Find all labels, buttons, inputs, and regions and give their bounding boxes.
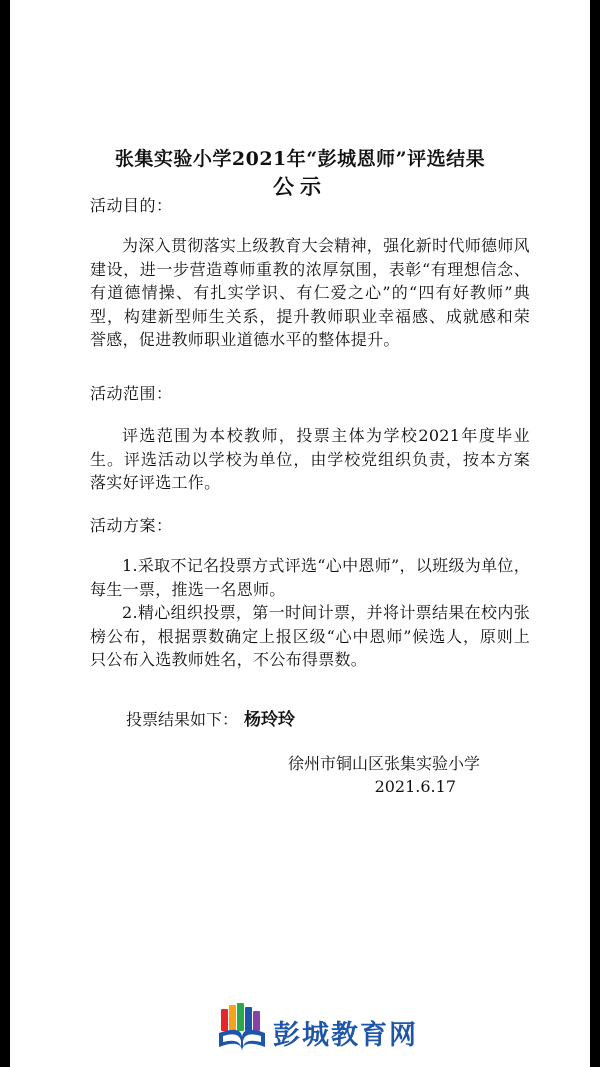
footer-site-name: 彭城教育网 xyxy=(273,1020,418,1051)
vote-result-name: 杨玲玲 xyxy=(244,710,296,730)
section-heading-purpose: 活动目的： xyxy=(90,196,173,215)
document-title: 张集实验小学2021年“彭城恩师”评选结果 xyxy=(114,148,486,170)
paragraph-plan-2: 2.精心组织投票，第一时间计票，并将计票结果在校内张榜公布，根据票数确定上报区级“心中恩师”候选人，原则上只公布入选教师姓名，不公布得票数。 xyxy=(90,603,530,669)
document-subtitle: 公示 xyxy=(273,174,327,199)
paragraph-purpose: 为深入贯彻落实上级教育大会精神，强化新时代师德师风建设，进一步营造尊师重教的浓厚氛围，表彰“有理想信念、有道德情操、有扎实学识、有仁爱之心”的“四有好教师”典型，构建新型师生关系，提升教师职业幸福感、成就感和荣誉感，促进教师职业道德水平的整体提升。 xyxy=(90,236,530,349)
signature-organization: 徐州市铜山区张集实验小学 xyxy=(287,754,480,773)
footer-brand[interactable] xyxy=(215,1003,455,1059)
section-heading-plan: 活动方案： xyxy=(90,516,173,535)
signature-date: 2021.6.17 xyxy=(374,777,456,796)
vote-result xyxy=(126,705,295,730)
paragraph-scope: 评选范围为本校教师，投票主体为学校2021年度毕业生。评选活动以学校为单位，由学校党组织负责，按本方案落实好评选工作。 xyxy=(90,426,530,492)
paragraph-plan-1: 1.采取不记名投票方式评选“心中恩师”，以班级为单位，每生一票，推选一名恩师。 xyxy=(90,556,530,599)
document-page xyxy=(10,0,590,1067)
book-logo-icon xyxy=(215,1003,269,1059)
vote-result-label: 投票结果如下： xyxy=(126,710,239,729)
section-heading-scope: 活动范围： xyxy=(90,384,173,403)
